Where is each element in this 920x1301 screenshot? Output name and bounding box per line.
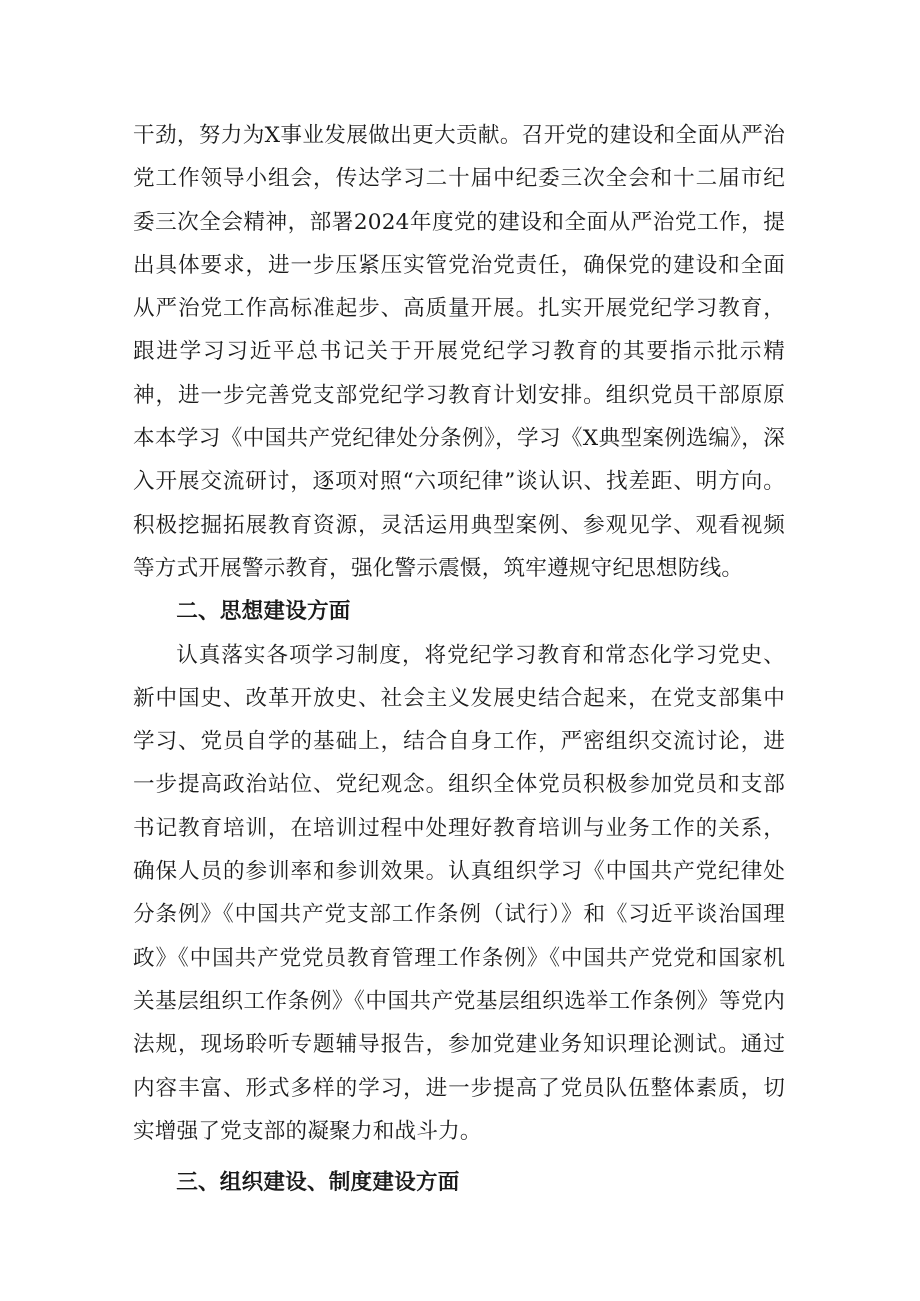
document-body xyxy=(133,114,785,1204)
paragraph-continuation: 干劲，努力为X事业发展做出更大贡献。召开党的建设和全面从严治党工作领导小组会，传达学习二十届中纪委三次全会和十二届市纪委三次全会精神，部署2024年度党的建设和全面从严治党工作，提出具体要求，进一步压紧压实管党治党责任，确保党的建设和全面从严治党工作高标准起步、高质量开展。扎实开展党纪学习教育，跟进学习习近平总书记关于开展党纪学习教育的其要指示批示精神，进一步完善党支部党纪学习教育计划安排。组织党员干部原原本本学习《中国共产党纪律处分条例》，学习《X典型案例选编》，深入开展交流研讨，逐项对照“六项纪律”谈认识、找差距、明方向。积极挖掘拓展教育资源，灵活运用典型案例、参观见学、观看视频等方式开展警示教育，强化警示震慑，筑牢遵规守纪思想防线。 xyxy=(133,123,785,581)
section-heading-organization: 三、组织建设、制度建设方面 xyxy=(176,1170,460,1196)
section-heading-ideological: 二、思想建设方面 xyxy=(176,599,351,625)
paragraph-ideological: 认真落实各项学习制度，将党纪学习教育和常态化学习党史、新中国史、改革开放史、社会主义发展史结合起来，在党支部集中学习、党员自学的基础上，结合自身工作，严密组织交流讨论，进一步提高政治站位、党纪观念。组织全体党员积极参加党员和支部书记教育培训，在培训过程中处理好教育培训与业务工作的关系，确保人员的参训率和参训效果。认真组织学习《中国共产党纪律处分条例》《中国共产党支部工作条例（试行）》和《习近平谈治国理政》《中国共产党党员教育管理工作条例》《中国共产党党和国家机关基层组织工作条例》《中国共产党基层组织选举工作条例》等党内法规，现场聆听专题辅导报告，参加党建业务知识理论测试。通过内容丰富、形式多样的学习，进一步提高了党员队伍整体素质，切实增强了党支部的凝聚力和战斗力。 xyxy=(133,642,785,1144)
